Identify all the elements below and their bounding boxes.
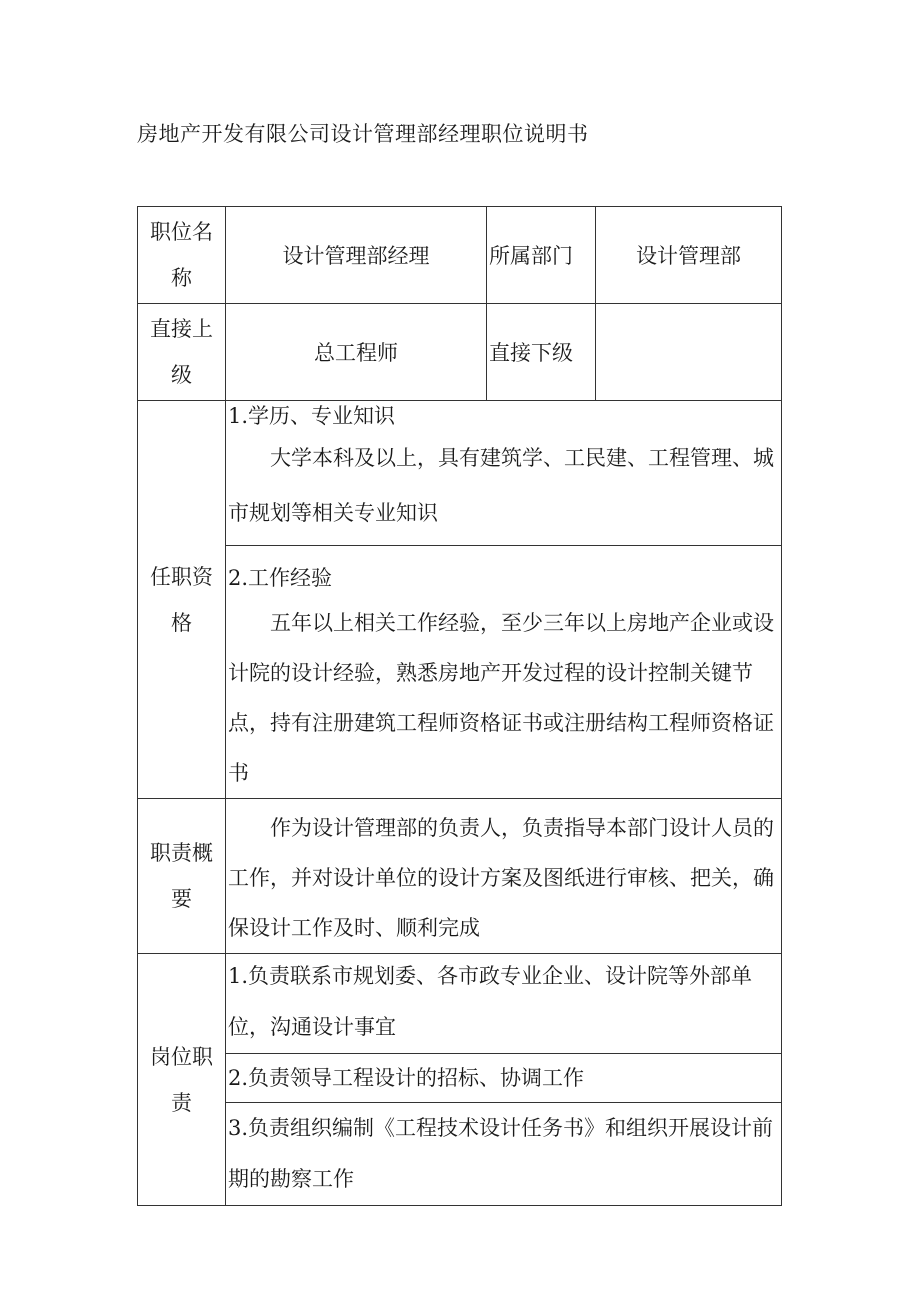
duty-1-text: 1.负责联系市规划委、各市政专业企业、设计院等外部单位，沟通设计事宜 (228, 964, 753, 1039)
summary-text-cell (226, 799, 782, 954)
qualification-label (138, 401, 226, 799)
duty-2-text: 2.负责领导工程设计的招标、协调工作 (228, 1066, 585, 1090)
duty-2-cell (226, 1054, 782, 1103)
duty-3-cell (226, 1103, 782, 1206)
row-superior (138, 304, 782, 401)
duty-1-cell (226, 954, 782, 1054)
row-duty-2 (138, 1054, 782, 1103)
row-qualification-2 (138, 546, 782, 799)
position-name-label (138, 207, 226, 304)
label-line: 职责概 (150, 841, 213, 865)
row-duty-3 (138, 1103, 782, 1206)
label-line: 称 (171, 266, 192, 290)
qualification-experience-heading: 2.工作经验 (228, 566, 333, 590)
label-line: 格 (171, 610, 192, 635)
qualification-education (226, 401, 782, 546)
label-line: 责 (171, 1090, 192, 1115)
duties-label (138, 954, 226, 1206)
label-line: 职位名 (150, 220, 213, 244)
label-line: 直接上 (150, 317, 213, 341)
label-line: 级 (171, 363, 192, 387)
document-title: 房地产开发有限公司设计管理部经理职位说明书 (137, 122, 589, 146)
label-line: 任职资 (150, 564, 213, 589)
department-label: 所属部门 (487, 207, 596, 304)
row-position-name (138, 207, 782, 304)
qualification-experience-text: 五年以上相关工作经验，至少三年以上房地产企业或设计院的设计经验，熟悉房地产开发过程的设计控制关键节点，持有注册建筑工程师资格证书或注册结构工程师资格证书 (228, 611, 774, 785)
subordinate-label: 直接下级 (487, 304, 596, 401)
superior-label (138, 304, 226, 401)
row-qualification-1 (138, 401, 782, 546)
label-line: 岗位职 (150, 1044, 213, 1069)
job-description-table (137, 206, 782, 1206)
qualification-education-heading: 1.学历、专业知识 (228, 404, 396, 428)
summary-text: 作为设计管理部的负责人，负责指导本部门设计人员的工作，并对设计单位的设计方案及图纸进行审核、把关，确保设计工作及时、顺利完成 (228, 816, 774, 940)
summary-label (138, 799, 226, 954)
superior-value: 总工程师 (226, 304, 487, 401)
label-line: 要 (171, 887, 192, 911)
department-value: 设计管理部 (596, 207, 782, 304)
duty-3-text: 3.负责组织编制《工程技术设计任务书》和组织开展设计前期的勘察工作 (228, 1116, 774, 1191)
qualification-education-text: 大学本科及以上，具有建筑学、工民建、工程管理、城市规划等相关专业知识 (228, 446, 774, 525)
row-summary (138, 799, 782, 954)
subordinate-value (596, 304, 782, 401)
row-duty-1 (138, 954, 782, 1054)
qualification-experience (226, 546, 782, 799)
position-name-value: 设计管理部经理 (226, 207, 487, 304)
